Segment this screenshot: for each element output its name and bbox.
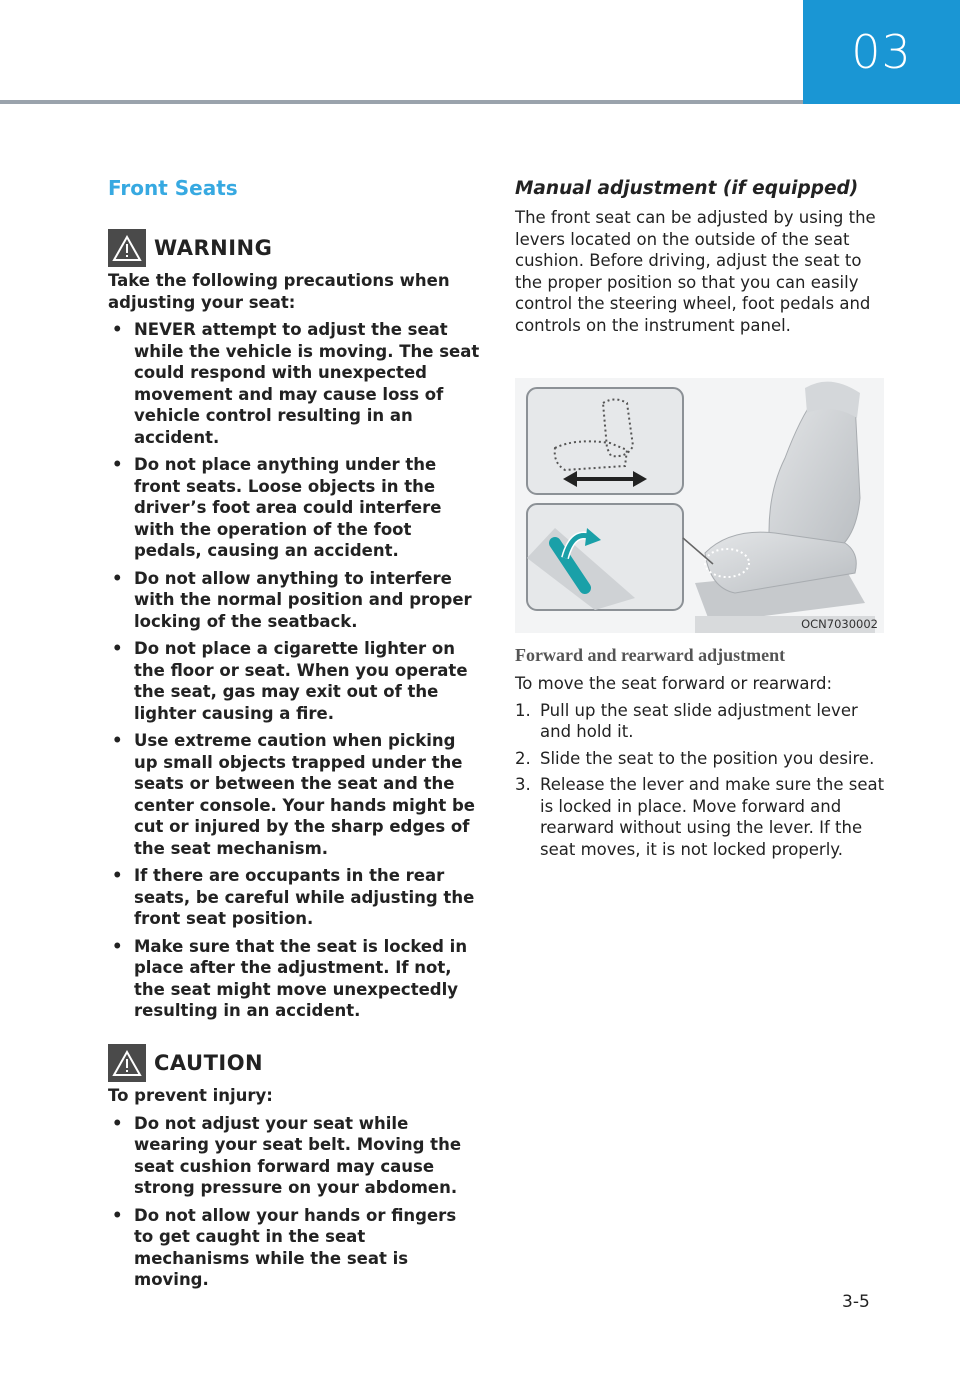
chapter-tab: 03 <box>803 0 960 104</box>
warning-triangle-icon <box>108 229 146 267</box>
caution-item-text: Do not allow your hands or fingers to get caught in the seat mechanisms while the seat is moving. <box>134 1205 457 1289</box>
step-number: 2. <box>515 748 531 768</box>
warning-item <box>108 865 480 930</box>
warning-item-text: Do not place anything under the front seats. Loose objects in the driver’s foot area could interfere with the operation of the foot pedals, causing an accident. <box>134 455 442 560</box>
warning-item-text: Do not place a cigarette lighter on the floor or seat. When you operate the seat, gas may exit out of the lighter causing a fire. <box>134 639 468 723</box>
procedure-step <box>515 774 885 860</box>
warning-item-text: Make sure that the seat is locked in place after the adjustment. If not, the seat might move unexpectedly resulting in an accident. <box>134 936 468 1020</box>
caution-triangle-icon <box>108 1044 146 1082</box>
procedure-step <box>515 748 885 770</box>
step-number: 1. <box>515 700 531 720</box>
step-number: 3. <box>515 775 531 794</box>
warning-list <box>108 319 480 1022</box>
bullet-icon: • <box>112 320 123 339</box>
bullet-icon: • <box>112 936 123 956</box>
warning-item <box>108 730 480 859</box>
procedure-title: Forward and rearward adjustment <box>515 645 786 665</box>
warning-intro: Take the following precautions when adjusting your seat: <box>108 271 450 312</box>
procedure-intro: To move the seat forward or rearward: <box>515 674 833 693</box>
caution-header <box>108 1044 263 1082</box>
caution-intro: To prevent injury: <box>108 1086 273 1105</box>
caution-body <box>108 1085 480 1297</box>
caution-item <box>108 1205 480 1291</box>
warning-body <box>108 270 480 1028</box>
warning-item-text: Do not allow anything to interfere with the normal position and proper locking of the seatback. <box>134 568 472 631</box>
step-text: Release the lever and make sure the seat is locked in place. Move forward and rearward without using the lever. If the seat moves, it is not locked properly. <box>540 775 885 859</box>
forward-rearward-section <box>515 645 885 865</box>
warning-item <box>108 319 480 448</box>
seat-adjustment-figure <box>515 378 884 633</box>
step-text: Pull up the seat slide adjustment lever and hold it. <box>540 700 858 741</box>
bullet-icon: • <box>112 866 123 885</box>
warning-header <box>108 229 272 267</box>
manual-adjustment-heading: Manual adjustment (if equipped) <box>515 178 859 199</box>
section-title: Front Seats <box>108 176 238 200</box>
page-number: 3-5 <box>842 1292 870 1312</box>
caution-item <box>108 1113 480 1199</box>
procedure-step <box>515 700 885 743</box>
bullet-icon: • <box>112 455 123 474</box>
bullet-icon: • <box>112 1205 123 1225</box>
caution-title: CAUTION <box>154 1051 264 1075</box>
bullet-icon: • <box>112 1113 123 1133</box>
warning-title: WARNING <box>154 236 273 260</box>
warning-item-text: NEVER attempt to adjust the seat while the vehicle is moving. The seat could respond with unexpected movement and may cause loss of vehicle control resulting in an accident. <box>134 320 480 447</box>
warning-item <box>108 568 480 633</box>
manual-adjustment-section <box>515 178 885 336</box>
warning-item <box>108 936 480 1022</box>
procedure-steps <box>515 700 885 861</box>
warning-item-text: Use extreme caution when picking up small objects trapped under the seats or between the seat and the center console. Your hands might be cut or injured by the sharp edges of the seat mechanism. <box>134 731 475 858</box>
warning-item-text: If there are occupants in the rear seats, be careful while adjusting the front seat position. <box>134 866 475 928</box>
step-text: Slide the seat to the position you desire. <box>540 748 875 768</box>
bullet-icon: • <box>112 731 123 750</box>
header-rule <box>0 100 803 104</box>
bullet-icon: • <box>112 639 123 658</box>
manual-adjustment-intro: The front seat can be adjusted by using the levers located on the outside of the seat cushion. Before driving, adjust the seat to the proper position so that you can easily control the steering wheel, foot pedals and controls on the instrument panel. <box>515 208 876 335</box>
figure-code: OCN7030002 <box>801 617 878 631</box>
caution-list <box>108 1113 480 1291</box>
warning-item <box>108 638 480 724</box>
seat-illustration <box>515 378 884 633</box>
caution-item-text: Do not adjust your seat while wearing your seat belt. Moving the seat cushion forward may cause strong pressure on your abdomen. <box>134 1113 462 1197</box>
warning-item <box>108 454 480 562</box>
bullet-icon: • <box>112 568 123 588</box>
